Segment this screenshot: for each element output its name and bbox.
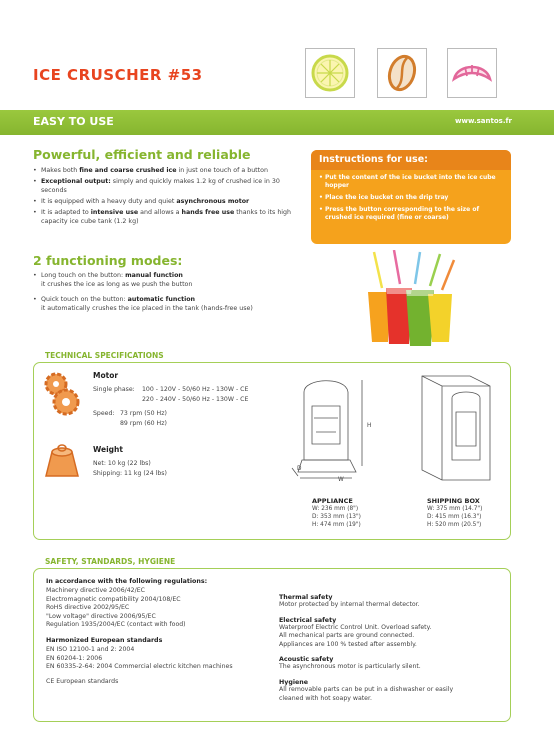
instructions-box (311, 150, 511, 244)
appliance-width: W: 236 mm (8") (312, 506, 359, 512)
motor-label: Motor (93, 371, 119, 380)
hygiene-heading: Hygiene (279, 678, 309, 686)
phase-value-1: 100 - 120V - 50/60 Hz - 130W - CE (142, 386, 249, 393)
phase-label: Single phase: (93, 386, 135, 393)
modes-list (33, 271, 303, 315)
regulation-item: Regulation 1935/2004/EC (contact with food) (46, 621, 186, 629)
banner-label: EASY TO USE (33, 115, 114, 128)
shipping-depth: D: 415 mm (16.3") (427, 514, 482, 520)
weight-net: Net: 10 kg (22 lbs) (93, 460, 151, 467)
electrical-safety-text: Waterproof Electric Control Unit. Overload safety. (279, 623, 432, 631)
safety-details-column (279, 594, 504, 703)
croissant-icon (447, 48, 497, 98)
standard-item: EN 60204-1: 2006 (46, 654, 103, 662)
page-title: ICE CRUSCHER #53 (33, 66, 203, 84)
standard-item: EN ISO 12100-1 and 2: 2004 (46, 645, 135, 653)
ce-standards: CE European standards (46, 677, 119, 685)
coffee-bean-icon (377, 48, 427, 98)
tech-heading: TECHNICAL SPECIFICATIONS (45, 351, 164, 360)
thermal-safety-heading: Thermal safety (279, 594, 333, 601)
list-item: • It is equipped with a heavy duty and quiet asynchronous motor (33, 197, 295, 206)
appliance-depth: D: 353 mm (13") (312, 514, 361, 520)
speed-label: Speed: (93, 410, 115, 417)
weight-shipping: Shipping: 11 kg (24 lbs) (93, 470, 167, 477)
section-banner (0, 110, 554, 135)
instruction-item: • Place the ice bucket on the drip tray (319, 194, 503, 202)
acoustic-safety-text: The asynchronous motor is particularly silent. (279, 663, 421, 671)
list-item: • Long touch on the button: manual function it crushes the ice as long as we push the button (33, 271, 303, 289)
regulation-item: Machinery directive 2006/42/EC (46, 587, 145, 594)
instruction-item: • Put the content of the ice bucket into the ice cube hopper (319, 174, 503, 190)
list-item: • It is adapted to intensive use and allows a hands free use thanks to its high capacity ice cube tank (1.2 kg) (33, 208, 295, 226)
list-item: • Exceptional output: simply and quickly makes 1.2 kg of crushed ice in 30 seconds (33, 177, 295, 195)
website-link[interactable]: www.santos.fr (455, 117, 512, 125)
lemon-slice-icon (305, 48, 355, 98)
harmonized-heading: Harmonized European standards (46, 636, 163, 644)
modes-heading: 2 functioning modes: (33, 253, 183, 268)
list-item: • Quick touch on the button: automatic function it automatically crushes the ice placed in the tank (hands-free use) (33, 295, 303, 313)
weight-label: Weight (93, 445, 123, 454)
electrical-safety-text: Appliances are 100 % tested after assembly. (279, 640, 417, 648)
regulation-item: "Low voltage" directive 2006/95/EC (46, 612, 156, 620)
powerful-list (33, 166, 295, 228)
safety-heading: SAFETY, STANDARDS, HYGIENE (45, 557, 176, 566)
appliance-label: APPLIANCE (312, 497, 353, 505)
shipping-label: SHIPPING BOX (427, 497, 480, 505)
ice-drinks-image (360, 250, 470, 348)
regulation-item: RoHS directive 2002/95/EC (46, 604, 130, 612)
height-marker: H (367, 423, 372, 429)
speed-value-2: 89 rpm (60 Hz) (120, 420, 167, 427)
regulation-item: Electromagnetic compatibility 2004/108/EC (46, 595, 181, 603)
powerful-heading: Powerful, efficient and reliable (33, 147, 251, 162)
phase-value-2: 220 - 240V - 50/60 Hz - 130W - CE (142, 396, 249, 403)
standard-item: EN 60335-2-64: 2004 Commercial electric kitchen machines (46, 663, 233, 671)
shipping-height: H: 520 mm (20.5") (427, 522, 482, 528)
shipping-box-diagram (418, 368, 496, 484)
speed-value-1: 73 rpm (50 Hz) (120, 410, 167, 417)
regulations-heading: In accordance with the following regulations: (46, 578, 208, 585)
electrical-safety-text: All mechanical parts are ground connected. (279, 632, 415, 640)
depth-marker: D (297, 466, 302, 472)
instructions-heading: Instructions for use: (311, 150, 511, 170)
appliance-height: H: 474 mm (19") (312, 522, 361, 528)
instruction-item: • Press the button corresponding to the size of crushed ice required (fine or coarse) (319, 206, 503, 222)
list-item: • Makes both fine and coarse crushed ice in just one touch of a button (33, 166, 295, 175)
regulations-column (46, 578, 276, 686)
acoustic-safety-heading: Acoustic safety (279, 656, 334, 664)
hygiene-text: All removable parts can be put in a dishwasher or easily cleaned with hot soapy water. (279, 685, 454, 702)
shipping-width: W: 375 mm (14.7") (427, 506, 483, 512)
motor-gear-icon (42, 370, 82, 416)
electrical-safety-heading: Electrical safety (279, 616, 337, 624)
weight-icon (42, 440, 82, 480)
width-marker: W (338, 477, 344, 483)
thermal-safety-text: Motor protected by internal thermal detector. (279, 601, 420, 608)
